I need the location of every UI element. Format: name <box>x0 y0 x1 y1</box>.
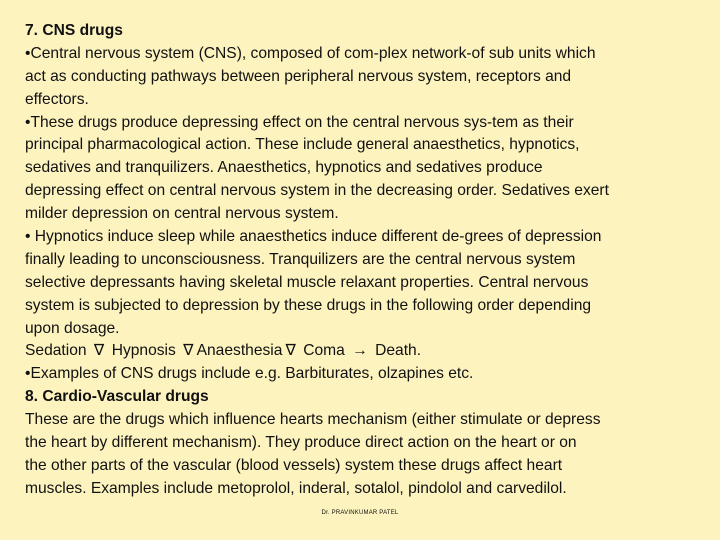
text-line: act as conducting pathways between peripheral nervous system, receptors and <box>25 67 572 85</box>
cns-bullet-4: •Examples of CNS drugs include e.g. Barbiturates, olzapines etc. <box>25 365 474 383</box>
down-triangle-icon: ∇ <box>285 342 296 360</box>
cardio-paragraph <box>25 409 697 501</box>
text-line: muscles. Examples include metoprolol, inderal, sotalol, pindolol and carvedilol. <box>25 479 567 497</box>
text-line: depressing effect on central nervous system in the decreasing order. Sedatives exert <box>25 182 609 200</box>
text-line: These are the drugs which influence hearts mechanism (either stimulate or depress <box>25 411 601 429</box>
text-line: the other parts of the vascular (blood vessels) system these drugs affect heart <box>25 456 563 474</box>
down-triangle-icon: ∇ <box>183 342 194 360</box>
text-line: principal pharmacological action. These include general anaesthetics, hypnotics, <box>25 136 580 154</box>
sequence-anaesthesia: Anaesthesia <box>196 342 283 360</box>
heading-cns-drugs: 7. CNS drugs <box>25 22 123 39</box>
sequence-hypnosis: Hypnosis <box>111 342 176 360</box>
text-line: • Hypnotics induce sleep while anaesthetics induce different de-grees of depression <box>25 228 602 246</box>
text-line: effectors. <box>25 90 89 108</box>
depression-sequence <box>25 340 697 363</box>
text-line: the heart by different mechanism). They produce direct action on the heart or on <box>25 434 577 452</box>
text-line: system is subjected to depression by these drugs in the following order depending <box>25 296 592 314</box>
cns-bullet-1 <box>25 43 697 112</box>
cns-bullet-3 <box>25 226 697 340</box>
text-line: •These drugs produce depressing effect on the central nervous sys-tem as their <box>25 113 574 131</box>
text-line: upon dosage. <box>25 319 120 337</box>
text-line: selective depressants having skeletal muscle relaxant properties. Central nervous <box>25 273 589 291</box>
sequence-death: Death. <box>375 342 422 360</box>
down-triangle-icon: ∇ <box>93 342 105 360</box>
cns-bullet-2 <box>25 112 697 226</box>
sequence-coma: Coma <box>303 342 345 360</box>
text-line: finally leading to unconsciousness. Tranquilizers are the central nervous system <box>25 250 576 268</box>
text-line: milder depression on central nervous system. <box>25 205 339 223</box>
right-arrow-icon: → <box>352 342 368 360</box>
text-line: sedatives and tranquilizers. Anaesthetics, hypnotics and sedatives produce <box>25 159 543 177</box>
slide-content <box>25 20 697 501</box>
text-line: •Central nervous system (CNS), composed of com-plex network-of sub units which <box>25 44 596 62</box>
heading-cardio-vascular-drugs: 8. Cardio-Vascular drugs <box>25 388 209 406</box>
sequence-sedation: Sedation <box>25 342 87 360</box>
footer-author: Dr. PRAVINKUMAR PATEL <box>321 510 399 516</box>
